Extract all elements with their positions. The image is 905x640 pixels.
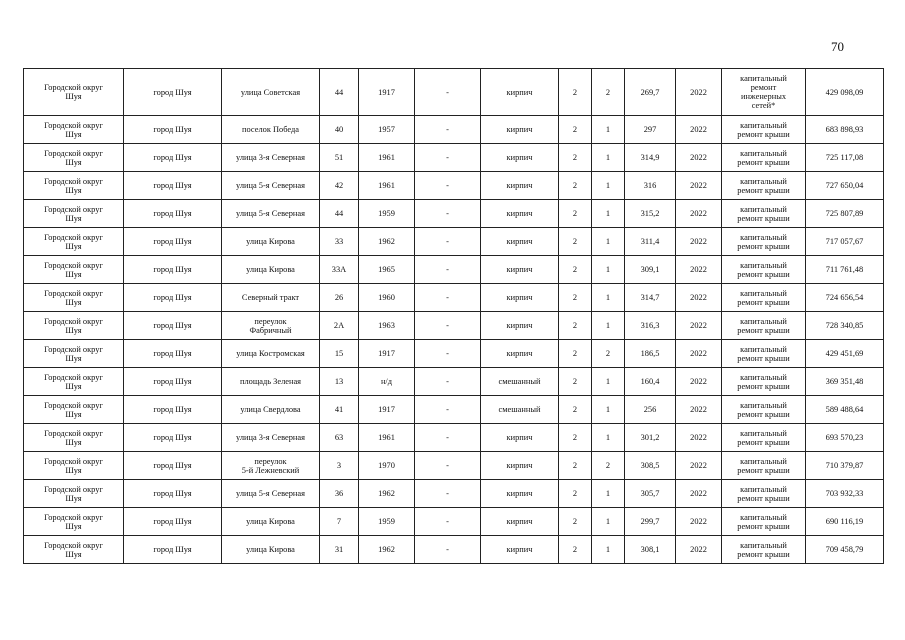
floors-cell: 2	[559, 396, 592, 424]
street-cell: переулок Фабричный	[222, 312, 320, 340]
cost-cell: 589 488,64	[806, 396, 884, 424]
dash-cell: -	[415, 312, 481, 340]
cost-cell: 725 807,89	[806, 200, 884, 228]
entrances-cell: 1	[592, 312, 625, 340]
page-number: 70	[831, 39, 844, 54]
work-type-cell: капитальный ремонт крыши	[722, 424, 806, 452]
wall-material-cell: кирпич	[481, 480, 559, 508]
house-number-cell: 36	[320, 480, 359, 508]
municipality-cell: Городской округ Шуя	[24, 172, 124, 200]
year-built-cell: 1962	[359, 480, 415, 508]
table-row	[24, 508, 884, 536]
wall-material-cell: кирпич	[481, 312, 559, 340]
street-cell: улица Свердлова	[222, 396, 320, 424]
dash-cell: -	[415, 200, 481, 228]
year-built-cell: 1917	[359, 340, 415, 368]
settlement-cell: город Шуя	[124, 284, 222, 312]
wall-material-cell: кирпич	[481, 508, 559, 536]
street-cell: переулок 5-й Лежневский	[222, 452, 320, 480]
municipality-cell: Городской округ Шуя	[24, 396, 124, 424]
year-built-cell: 1970	[359, 452, 415, 480]
entrances-cell: 1	[592, 144, 625, 172]
cost-cell: 703 932,33	[806, 480, 884, 508]
entrances-cell: 1	[592, 396, 625, 424]
work-type-cell: капитальный ремонт крыши	[722, 536, 806, 564]
table-row	[24, 228, 884, 256]
house-number-cell: 44	[320, 200, 359, 228]
year-built-cell: 1959	[359, 508, 415, 536]
street-cell: улица Советская	[222, 69, 320, 116]
municipality-cell: Городской округ Шуя	[24, 368, 124, 396]
table-row	[24, 340, 884, 368]
settlement-cell: город Шуя	[124, 172, 222, 200]
year-built-cell: 1959	[359, 200, 415, 228]
table-row	[24, 284, 884, 312]
entrances-cell: 1	[592, 508, 625, 536]
work-type-cell: капитальный ремонт инженерных сетей*	[722, 69, 806, 116]
house-number-cell: 40	[320, 116, 359, 144]
cost-cell: 429 451,69	[806, 340, 884, 368]
house-number-cell: 31	[320, 536, 359, 564]
settlement-cell: город Шуя	[124, 424, 222, 452]
cost-cell: 725 117,08	[806, 144, 884, 172]
floors-cell: 2	[559, 228, 592, 256]
cost-cell: 711 761,48	[806, 256, 884, 284]
area-cell: 309,1	[625, 256, 676, 284]
entrances-cell: 1	[592, 256, 625, 284]
house-number-cell: 44	[320, 69, 359, 116]
house-number-cell: 33А	[320, 256, 359, 284]
table-row	[24, 172, 884, 200]
wall-material-cell: кирпич	[481, 172, 559, 200]
floors-cell: 2	[559, 200, 592, 228]
dash-cell: -	[415, 172, 481, 200]
repair-year-cell: 2022	[676, 172, 722, 200]
repair-year-cell: 2022	[676, 396, 722, 424]
table-row	[24, 116, 884, 144]
dash-cell: -	[415, 284, 481, 312]
floors-cell: 2	[559, 256, 592, 284]
table-row	[24, 144, 884, 172]
house-number-cell: 41	[320, 396, 359, 424]
table-row	[24, 452, 884, 480]
municipality-cell: Городской округ Шуя	[24, 508, 124, 536]
year-built-cell: 1960	[359, 284, 415, 312]
year-built-cell: 1961	[359, 144, 415, 172]
municipality-cell: Городской округ Шуя	[24, 480, 124, 508]
work-type-cell: капитальный ремонт крыши	[722, 256, 806, 284]
area-cell: 299,7	[625, 508, 676, 536]
wall-material-cell: кирпич	[481, 200, 559, 228]
repair-year-cell: 2022	[676, 284, 722, 312]
repair-year-cell: 2022	[676, 116, 722, 144]
cost-cell: 690 116,19	[806, 508, 884, 536]
house-number-cell: 3	[320, 452, 359, 480]
house-number-cell: 42	[320, 172, 359, 200]
repair-year-cell: 2022	[676, 368, 722, 396]
dash-cell: -	[415, 340, 481, 368]
dash-cell: -	[415, 228, 481, 256]
street-cell: улица Костромская	[222, 340, 320, 368]
cost-cell: 369 351,48	[806, 368, 884, 396]
floors-cell: 2	[559, 144, 592, 172]
street-cell: улица 3-я Северная	[222, 144, 320, 172]
year-built-cell: 1917	[359, 69, 415, 116]
floors-cell: 2	[559, 340, 592, 368]
wall-material-cell: смешанный	[481, 396, 559, 424]
year-built-cell: 1917	[359, 396, 415, 424]
year-built-cell: 1965	[359, 256, 415, 284]
year-built-cell: 1957	[359, 116, 415, 144]
dash-cell: -	[415, 508, 481, 536]
dash-cell: -	[415, 368, 481, 396]
work-type-cell: капитальный ремонт крыши	[722, 284, 806, 312]
municipality-cell: Городской округ Шуя	[24, 144, 124, 172]
street-cell: улица 5-я Северная	[222, 172, 320, 200]
wall-material-cell: кирпич	[481, 256, 559, 284]
house-number-cell: 7	[320, 508, 359, 536]
floors-cell: 2	[559, 368, 592, 396]
dash-cell: -	[415, 424, 481, 452]
municipality-cell: Городской округ Шуя	[24, 312, 124, 340]
municipality-cell: Городской округ Шуя	[24, 116, 124, 144]
floors-cell: 2	[559, 424, 592, 452]
repair-year-cell: 2022	[676, 340, 722, 368]
dash-cell: -	[415, 256, 481, 284]
cost-cell: 717 057,67	[806, 228, 884, 256]
street-cell: улица 3-я Северная	[222, 424, 320, 452]
table-row	[24, 256, 884, 284]
area-cell: 256	[625, 396, 676, 424]
floors-cell: 2	[559, 69, 592, 116]
cost-cell: 728 340,85	[806, 312, 884, 340]
cost-cell: 710 379,87	[806, 452, 884, 480]
area-cell: 308,1	[625, 536, 676, 564]
work-type-cell: капитальный ремонт крыши	[722, 340, 806, 368]
municipality-cell: Городской округ Шуя	[24, 284, 124, 312]
entrances-cell: 1	[592, 536, 625, 564]
house-number-cell: 15	[320, 340, 359, 368]
street-cell: Северный тракт	[222, 284, 320, 312]
dash-cell: -	[415, 144, 481, 172]
settlement-cell: город Шуя	[124, 256, 222, 284]
area-cell: 315,2	[625, 200, 676, 228]
entrances-cell: 1	[592, 172, 625, 200]
dash-cell: -	[415, 536, 481, 564]
settlement-cell: город Шуя	[124, 340, 222, 368]
street-cell: поселок Победа	[222, 116, 320, 144]
entrances-cell: 1	[592, 284, 625, 312]
entrances-cell: 1	[592, 200, 625, 228]
repair-year-cell: 2022	[676, 256, 722, 284]
repair-year-cell: 2022	[676, 228, 722, 256]
work-type-cell: капитальный ремонт крыши	[722, 508, 806, 536]
municipality-cell: Городской округ Шуя	[24, 424, 124, 452]
table-row	[24, 536, 884, 564]
entrances-cell: 2	[592, 69, 625, 116]
street-cell: улица 5-я Северная	[222, 480, 320, 508]
work-type-cell: капитальный ремонт крыши	[722, 172, 806, 200]
settlement-cell: город Шуя	[124, 396, 222, 424]
year-built-cell: 1962	[359, 228, 415, 256]
floors-cell: 2	[559, 536, 592, 564]
cost-cell: 683 898,93	[806, 116, 884, 144]
house-number-cell: 2А	[320, 312, 359, 340]
entrances-cell: 1	[592, 228, 625, 256]
year-built-cell: 1961	[359, 424, 415, 452]
table-row	[24, 200, 884, 228]
table-row	[24, 396, 884, 424]
table-row	[24, 312, 884, 340]
repair-year-cell: 2022	[676, 312, 722, 340]
area-cell: 186,5	[625, 340, 676, 368]
floors-cell: 2	[559, 172, 592, 200]
entrances-cell: 1	[592, 424, 625, 452]
area-cell: 314,7	[625, 284, 676, 312]
house-number-cell: 63	[320, 424, 359, 452]
municipality-cell: Городской округ Шуя	[24, 228, 124, 256]
wall-material-cell: кирпич	[481, 452, 559, 480]
cost-cell: 693 570,23	[806, 424, 884, 452]
municipality-cell: Городской округ Шуя	[24, 536, 124, 564]
repair-year-cell: 2022	[676, 452, 722, 480]
year-built-cell: 1963	[359, 312, 415, 340]
dash-cell: -	[415, 480, 481, 508]
street-cell: площадь Зеленая	[222, 368, 320, 396]
wall-material-cell: кирпич	[481, 116, 559, 144]
settlement-cell: город Шуя	[124, 312, 222, 340]
street-cell: улица Кирова	[222, 508, 320, 536]
settlement-cell: город Шуя	[124, 480, 222, 508]
settlement-cell: город Шуя	[124, 200, 222, 228]
floors-cell: 2	[559, 452, 592, 480]
table-row	[24, 69, 884, 116]
house-number-cell: 26	[320, 284, 359, 312]
repair-year-cell: 2022	[676, 200, 722, 228]
wall-material-cell: кирпич	[481, 340, 559, 368]
area-cell: 269,7	[625, 69, 676, 116]
work-type-cell: капитальный ремонт крыши	[722, 396, 806, 424]
area-cell: 316,3	[625, 312, 676, 340]
wall-material-cell: кирпич	[481, 424, 559, 452]
cost-cell: 727 650,04	[806, 172, 884, 200]
repair-year-cell: 2022	[676, 424, 722, 452]
dash-cell: -	[415, 69, 481, 116]
work-type-cell: капитальный ремонт крыши	[722, 480, 806, 508]
area-cell: 297	[625, 116, 676, 144]
area-cell: 314,9	[625, 144, 676, 172]
work-type-cell: капитальный ремонт крыши	[722, 144, 806, 172]
work-type-cell: капитальный ремонт крыши	[722, 200, 806, 228]
floors-cell: 2	[559, 508, 592, 536]
municipality-cell: Городской округ Шуя	[24, 452, 124, 480]
year-built-cell: н/д	[359, 368, 415, 396]
wall-material-cell: смешанный	[481, 368, 559, 396]
repair-year-cell: 2022	[676, 69, 722, 116]
wall-material-cell: кирпич	[481, 228, 559, 256]
settlement-cell: город Шуя	[124, 144, 222, 172]
municipality-cell: Городской округ Шуя	[24, 69, 124, 116]
work-type-cell: капитальный ремонт крыши	[722, 228, 806, 256]
settlement-cell: город Шуя	[124, 69, 222, 116]
area-cell: 316	[625, 172, 676, 200]
entrances-cell: 2	[592, 452, 625, 480]
area-cell: 308,5	[625, 452, 676, 480]
table-body	[24, 69, 884, 564]
settlement-cell: город Шуя	[124, 368, 222, 396]
entrances-cell: 1	[592, 116, 625, 144]
municipality-cell: Городской округ Шуя	[24, 256, 124, 284]
settlement-cell: город Шуя	[124, 228, 222, 256]
municipality-cell: Городской округ Шуя	[24, 200, 124, 228]
house-number-cell: 33	[320, 228, 359, 256]
wall-material-cell: кирпич	[481, 284, 559, 312]
table-row	[24, 368, 884, 396]
area-cell: 301,2	[625, 424, 676, 452]
street-cell: улица 5-я Северная	[222, 200, 320, 228]
wall-material-cell: кирпич	[481, 144, 559, 172]
area-cell: 311,4	[625, 228, 676, 256]
floors-cell: 2	[559, 284, 592, 312]
street-cell: улица Кирова	[222, 228, 320, 256]
street-cell: улица Кирова	[222, 536, 320, 564]
area-cell: 160,4	[625, 368, 676, 396]
work-type-cell: капитальный ремонт крыши	[722, 312, 806, 340]
municipality-cell: Городской округ Шуя	[24, 340, 124, 368]
settlement-cell: город Шуя	[124, 536, 222, 564]
repair-year-cell: 2022	[676, 536, 722, 564]
repair-year-cell: 2022	[676, 480, 722, 508]
floors-cell: 2	[559, 116, 592, 144]
registry-table	[23, 68, 884, 564]
work-type-cell: капитальный ремонт крыши	[722, 368, 806, 396]
work-type-cell: капитальный ремонт крыши	[722, 452, 806, 480]
work-type-cell: капитальный ремонт крыши	[722, 116, 806, 144]
repair-year-cell: 2022	[676, 144, 722, 172]
floors-cell: 2	[559, 480, 592, 508]
street-cell: улица Кирова	[222, 256, 320, 284]
settlement-cell: город Шуя	[124, 508, 222, 536]
entrances-cell: 1	[592, 480, 625, 508]
dash-cell: -	[415, 116, 481, 144]
entrances-cell: 1	[592, 368, 625, 396]
house-number-cell: 51	[320, 144, 359, 172]
wall-material-cell: кирпич	[481, 69, 559, 116]
area-cell: 305,7	[625, 480, 676, 508]
wall-material-cell: кирпич	[481, 536, 559, 564]
cost-cell: 709 458,79	[806, 536, 884, 564]
table-row	[24, 424, 884, 452]
year-built-cell: 1962	[359, 536, 415, 564]
repair-year-cell: 2022	[676, 508, 722, 536]
settlement-cell: город Шуя	[124, 116, 222, 144]
entrances-cell: 2	[592, 340, 625, 368]
floors-cell: 2	[559, 312, 592, 340]
year-built-cell: 1961	[359, 172, 415, 200]
dash-cell: -	[415, 396, 481, 424]
cost-cell: 724 656,54	[806, 284, 884, 312]
dash-cell: -	[415, 452, 481, 480]
table-row	[24, 480, 884, 508]
house-number-cell: 13	[320, 368, 359, 396]
settlement-cell: город Шуя	[124, 452, 222, 480]
cost-cell: 429 098,09	[806, 69, 884, 116]
